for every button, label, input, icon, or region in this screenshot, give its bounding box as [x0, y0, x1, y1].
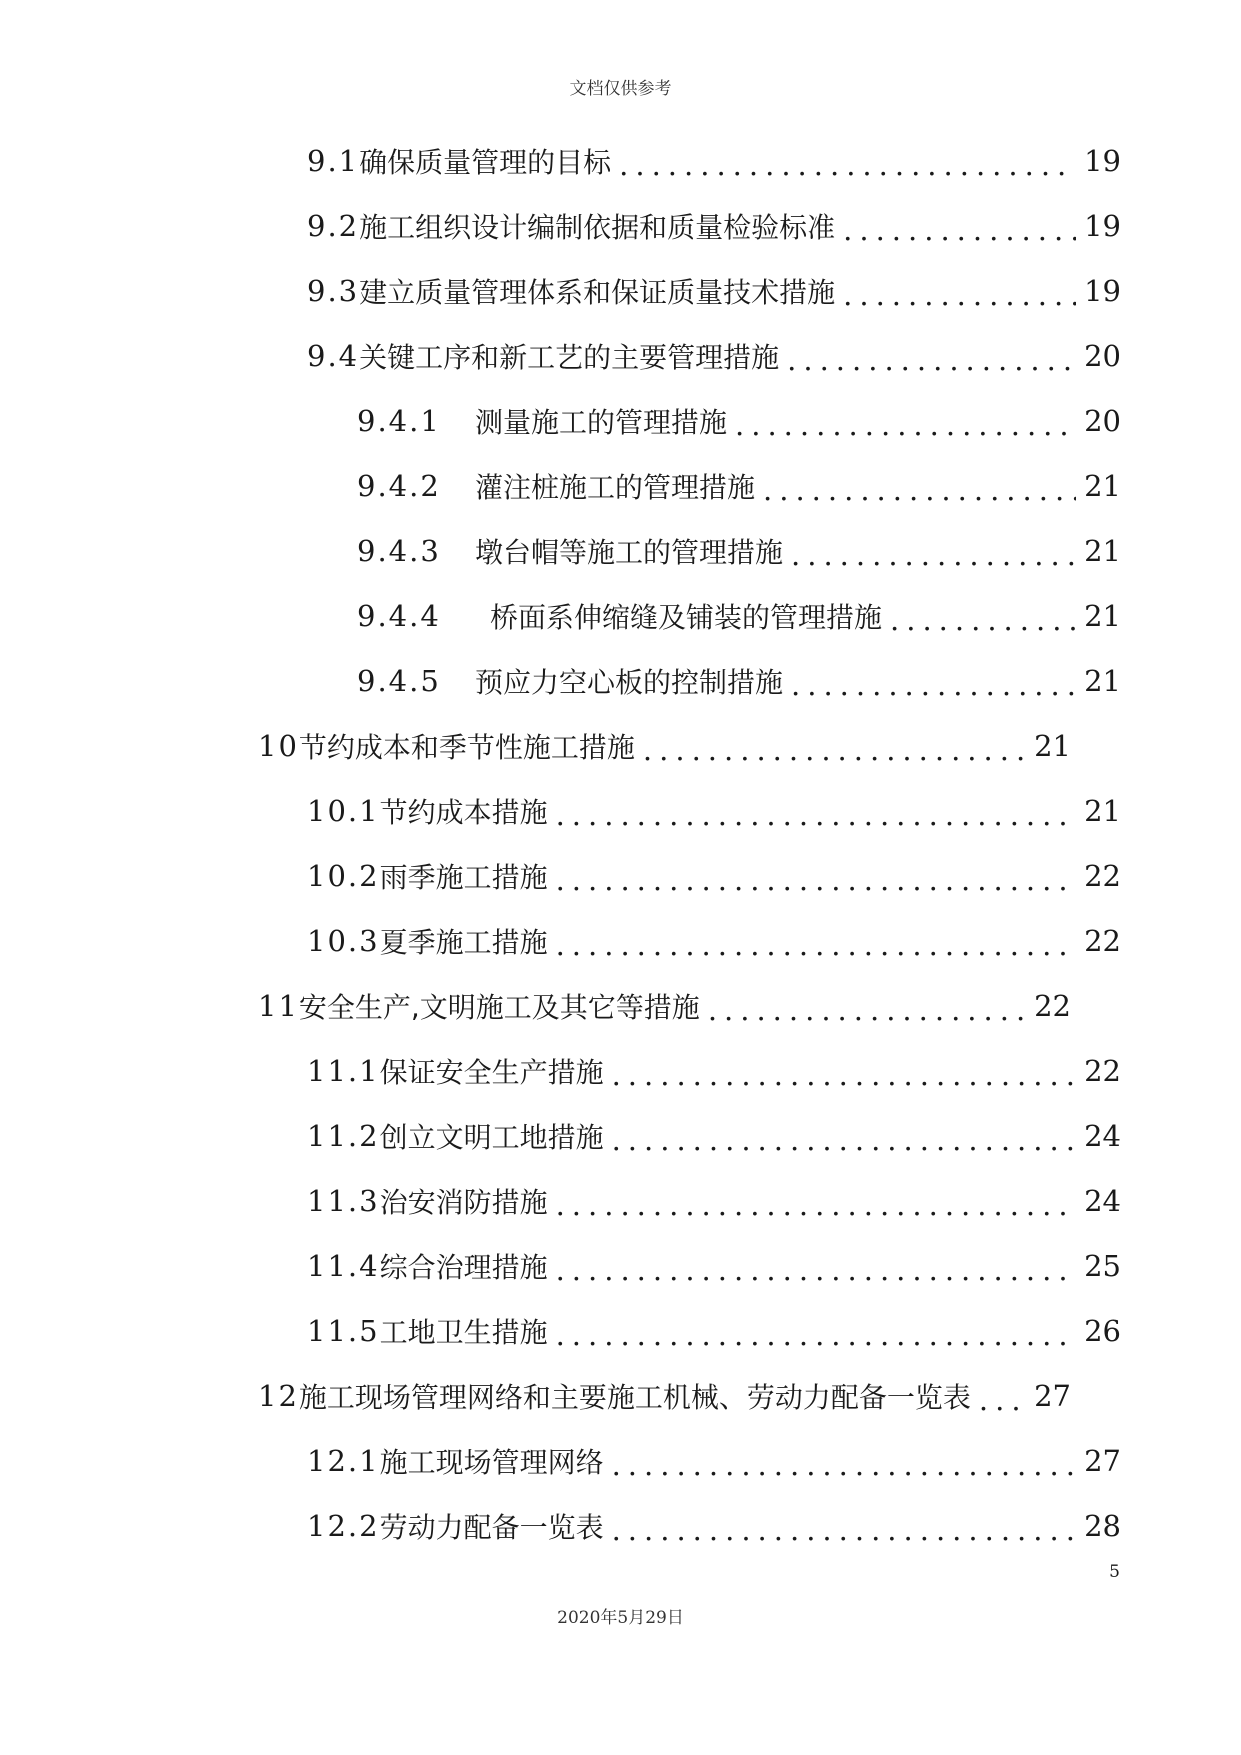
- toc-entry-number: 10: [258, 729, 299, 763]
- toc-dot-leader: [556, 798, 1077, 832]
- toc-entry-title: 保证安全生产措施: [379, 1056, 604, 1089]
- toc-entry[interactable]: [307, 854, 1121, 898]
- toc-entry[interactable]: [357, 399, 1121, 443]
- toc-dot-leader: [612, 1513, 1077, 1547]
- toc-entry-title: 创立文明工地措施: [379, 1121, 604, 1154]
- toc-entry-page: 22: [1084, 1054, 1121, 1088]
- toc-entry-number: 10.2: [307, 859, 380, 893]
- toc-entry-number: 11.5: [307, 1314, 380, 1348]
- toc-dot-leader: [612, 1123, 1077, 1157]
- page-header: 文档仅供参考: [569, 79, 672, 99]
- toc-entry-number: 9.1: [307, 144, 360, 178]
- toc-entry-number: 12.1: [307, 1444, 380, 1478]
- toc-entry[interactable]: [307, 139, 1121, 183]
- toc-entry-page: 21: [1084, 794, 1121, 828]
- toc-entry-title: 工地卫生措施: [379, 1316, 548, 1349]
- toc-entry-page: 21: [1084, 599, 1121, 633]
- toc-entry[interactable]: [357, 659, 1121, 703]
- toc-entry-title: 节约成本和季节性施工措施: [298, 731, 635, 764]
- toc-entry-number: 9.2: [307, 209, 360, 243]
- toc-entry-page: 26: [1084, 1314, 1121, 1348]
- toc-entry-title: 施工现场管理网络: [379, 1446, 604, 1479]
- toc-entry-number: 9.4.5: [357, 664, 441, 698]
- toc-entry-title: 治安消防措施: [379, 1186, 548, 1219]
- toc-entry-page: 24: [1084, 1119, 1121, 1153]
- toc-dot-leader: [843, 213, 1076, 247]
- toc-entry-number: 11.1: [307, 1054, 380, 1088]
- toc-entry[interactable]: [307, 1309, 1121, 1353]
- toc-entry[interactable]: [307, 334, 1121, 378]
- toc-entry-number: 9.4.3: [357, 534, 441, 568]
- toc-entry[interactable]: [307, 919, 1121, 963]
- toc-entry[interactable]: [258, 1374, 1071, 1418]
- toc-entry-number: 10.3: [307, 924, 380, 958]
- toc-entry-number: 11.3: [307, 1184, 380, 1218]
- toc-entry[interactable]: [307, 1049, 1121, 1093]
- toc-dot-leader: [612, 1058, 1077, 1092]
- toc-dot-leader: [791, 668, 1076, 702]
- toc-entry-title: 预应力空心板的控制措施: [475, 666, 784, 699]
- toc-entry-number: 9.4.2: [357, 469, 441, 503]
- toc-entry[interactable]: [307, 269, 1121, 313]
- toc-entry-title: 施工组织设计编制依据和质量检验标准: [359, 211, 836, 244]
- toc-dot-leader: [890, 603, 1076, 637]
- toc-entry-page: 21: [1084, 534, 1121, 568]
- toc-entry[interactable]: [357, 594, 1121, 638]
- toc-entry-page: 19: [1084, 274, 1121, 308]
- toc-entry-number: 12: [258, 1379, 299, 1413]
- toc-entry-number: 12.2: [307, 1509, 380, 1543]
- toc-dot-leader: [556, 1253, 1077, 1287]
- toc-entry[interactable]: [307, 1179, 1121, 1223]
- toc-entry-page: 28: [1084, 1509, 1121, 1543]
- toc-entry-page: 21: [1034, 729, 1071, 763]
- toc-entry-page: 25: [1084, 1249, 1121, 1283]
- toc-entry-page: 19: [1084, 209, 1121, 243]
- toc-entry-number: 9.4.4: [357, 599, 441, 633]
- toc-entry-number: 9.4: [307, 339, 360, 373]
- toc-entry[interactable]: [307, 1439, 1121, 1483]
- toc-entry-title: 测量施工的管理措施: [475, 406, 728, 439]
- toc-entry-page: 20: [1084, 404, 1121, 438]
- toc-entry-page: 24: [1084, 1184, 1121, 1218]
- toc-entry-page: 22: [1084, 859, 1121, 893]
- toc-dot-leader: [556, 1188, 1077, 1222]
- toc-entry[interactable]: [307, 1504, 1121, 1548]
- toc-dot-leader: [763, 473, 1076, 507]
- toc-dot-leader: [735, 408, 1076, 442]
- toc-entry[interactable]: [307, 789, 1121, 833]
- toc-entry-title: 安全生产,文明施工及其它等措施: [298, 991, 700, 1024]
- toc-dot-leader: [556, 1318, 1077, 1352]
- toc-entry-number: 11: [258, 989, 299, 1023]
- footer-date: 2020年5月29日: [557, 1608, 684, 1628]
- toc-dot-leader: [843, 278, 1076, 312]
- toc-entry-title: 关键工序和新工艺的主要管理措施: [359, 341, 780, 374]
- toc-entry-page: 20: [1084, 339, 1121, 373]
- toc-dot-leader: [556, 928, 1077, 962]
- toc-dot-leader: [979, 1383, 1026, 1417]
- toc-entry[interactable]: [307, 1114, 1121, 1158]
- toc-entry[interactable]: [258, 724, 1071, 768]
- toc-entry[interactable]: [357, 464, 1121, 508]
- page-number: 5: [1109, 1562, 1120, 1582]
- toc-entry-number: 9.4.1: [357, 404, 441, 438]
- toc-entry-page: 27: [1084, 1444, 1121, 1478]
- toc-entry-page: 19: [1084, 144, 1121, 178]
- toc-entry-title: 雨季施工措施: [379, 861, 548, 894]
- toc-entry-page: 21: [1084, 469, 1121, 503]
- toc-entry-page: 22: [1084, 924, 1121, 958]
- toc-entry-number: 10.1: [307, 794, 380, 828]
- toc-entry-page: 21: [1084, 664, 1121, 698]
- toc-entry-page: 22: [1034, 989, 1071, 1023]
- toc-entry[interactable]: [307, 204, 1121, 248]
- toc-dot-leader: [708, 993, 1026, 1027]
- toc-entry-title: 墩台帽等施工的管理措施: [475, 536, 784, 569]
- toc-entry[interactable]: [357, 529, 1121, 573]
- toc-entry-title: 劳动力配备一览表: [379, 1511, 604, 1544]
- toc-entry-number: 11.2: [307, 1119, 380, 1153]
- toc-dot-leader: [787, 343, 1076, 377]
- toc-entry[interactable]: [258, 984, 1071, 1028]
- toc-entry-title: 夏季施工措施: [379, 926, 548, 959]
- toc-entry-title: 灌注桩施工的管理措施: [475, 471, 756, 504]
- toc-dot-leader: [612, 1448, 1077, 1482]
- toc-entry-number: 11.4: [307, 1249, 380, 1283]
- toc-entry-title: 建立质量管理体系和保证质量技术措施: [359, 276, 836, 309]
- toc-dot-leader: [643, 733, 1026, 767]
- toc-dot-leader: [619, 148, 1076, 182]
- toc-entry-title: 确保质量管理的目标: [359, 146, 612, 179]
- toc-entry-title: 综合治理措施: [379, 1251, 548, 1284]
- toc-dot-leader: [791, 538, 1076, 572]
- toc-entry[interactable]: [307, 1244, 1121, 1288]
- toc-entry-number: 9.3: [307, 274, 360, 308]
- toc-entry-page: 27: [1034, 1379, 1071, 1413]
- toc-dot-leader: [556, 863, 1077, 897]
- toc-entry-title: 节约成本措施: [379, 796, 548, 829]
- toc-entry-title: 施工现场管理网络和主要施工机械、劳动力配备一览表: [298, 1381, 971, 1414]
- toc-entry-title: 桥面系伸缩缝及铺装的管理措施: [490, 601, 883, 634]
